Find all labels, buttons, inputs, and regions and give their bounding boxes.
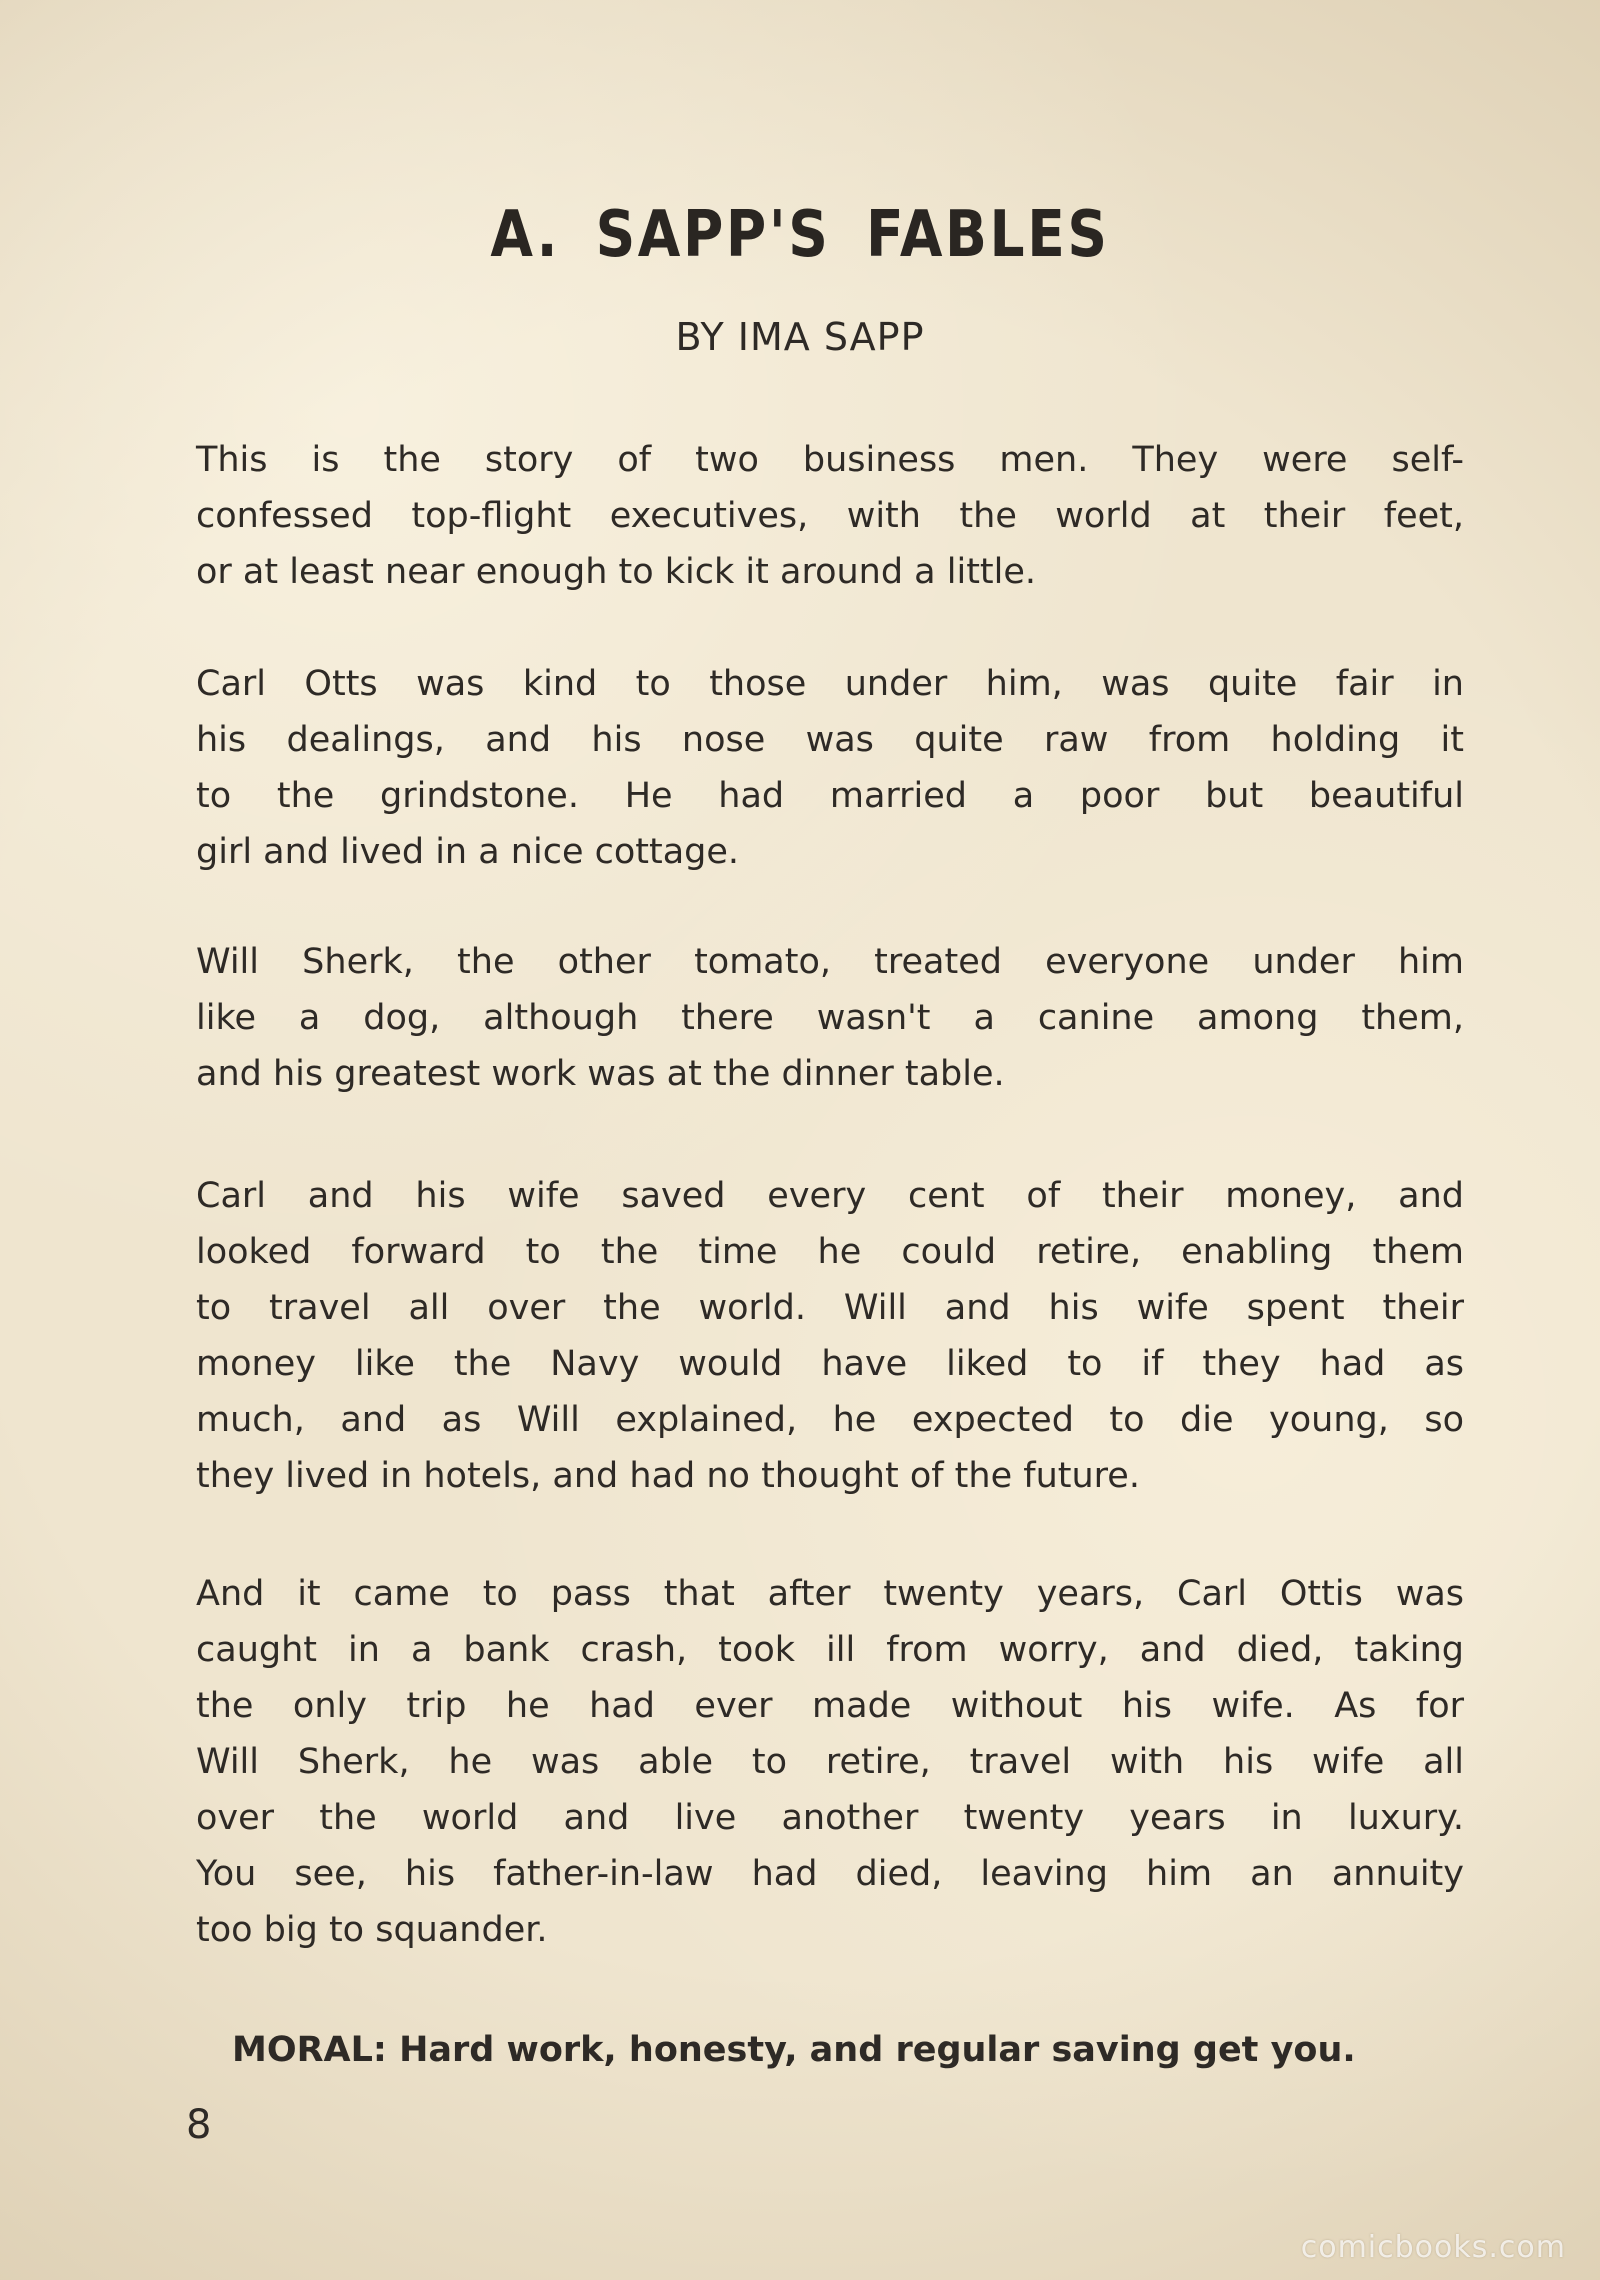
paragraph-3 xyxy=(196,934,1464,1102)
text-line: they lived in hotels, and had no thought of the future. xyxy=(196,1456,1140,1496)
moral-text: MORAL: Hard work, honesty, and regular saving get you. xyxy=(232,2030,1356,2070)
paragraph-2 xyxy=(196,656,1464,880)
text-line: looked forward to the time he could retire, enabling them xyxy=(196,1232,1464,1272)
page-number: 8 xyxy=(186,2102,212,2148)
text-line: confessed top-flight executives, with the world at their feet, xyxy=(196,496,1464,536)
text-line: money like the Navy would have liked to if they had as xyxy=(196,1344,1464,1384)
text-line: over the world and live another twenty years in luxury. xyxy=(196,1798,1464,1838)
watermark-text: comicbooks.com xyxy=(1300,2230,1566,2265)
text-line: much, and as Will explained, he expected to die young, so xyxy=(196,1400,1464,1440)
text-line: Will Sherk, he was able to retire, travel with his wife all xyxy=(196,1742,1464,1782)
text-line: to the grindstone. He had married a poor but beautiful xyxy=(196,776,1464,816)
paragraph-4 xyxy=(196,1168,1464,1504)
moral-line xyxy=(232,2022,1460,2078)
author-byline: BY IMA SAPP xyxy=(675,315,925,359)
text-line: You see, his father-in-law had died, leaving him an annuity xyxy=(196,1854,1464,1894)
text-line: Carl and his wife saved every cent of their money, and xyxy=(196,1176,1464,1216)
text-line: his dealings, and his nose was quite raw from holding it xyxy=(196,720,1464,760)
text-line: This is the story of two business men. They were self- xyxy=(196,440,1464,480)
paragraph-1 xyxy=(196,432,1464,600)
paragraph-5 xyxy=(196,1566,1464,1958)
page-title: A. SAPP'S FABLES xyxy=(490,198,1110,272)
text-line: or at least near enough to kick it around a little. xyxy=(196,552,1037,592)
text-line: Will Sherk, the other tomato, treated everyone under him xyxy=(196,942,1464,982)
text-line: and his greatest work was at the dinner table. xyxy=(196,1054,1005,1094)
text-line: caught in a bank crash, took ill from worry, and died, taking xyxy=(196,1630,1464,1670)
text-line: too big to squander. xyxy=(196,1910,548,1950)
text-line: Carl Otts was kind to those under him, was quite fair in xyxy=(196,664,1464,704)
text-line: like a dog, although there wasn't a canine among them, xyxy=(196,998,1464,1038)
text-line: And it came to pass that after twenty years, Carl Ottis was xyxy=(196,1574,1464,1614)
text-line: the only trip he had ever made without his wife. As for xyxy=(196,1686,1464,1726)
text-line: girl and lived in a nice cottage. xyxy=(196,832,740,872)
text-line: to travel all over the world. Will and his wife spent their xyxy=(196,1288,1464,1328)
